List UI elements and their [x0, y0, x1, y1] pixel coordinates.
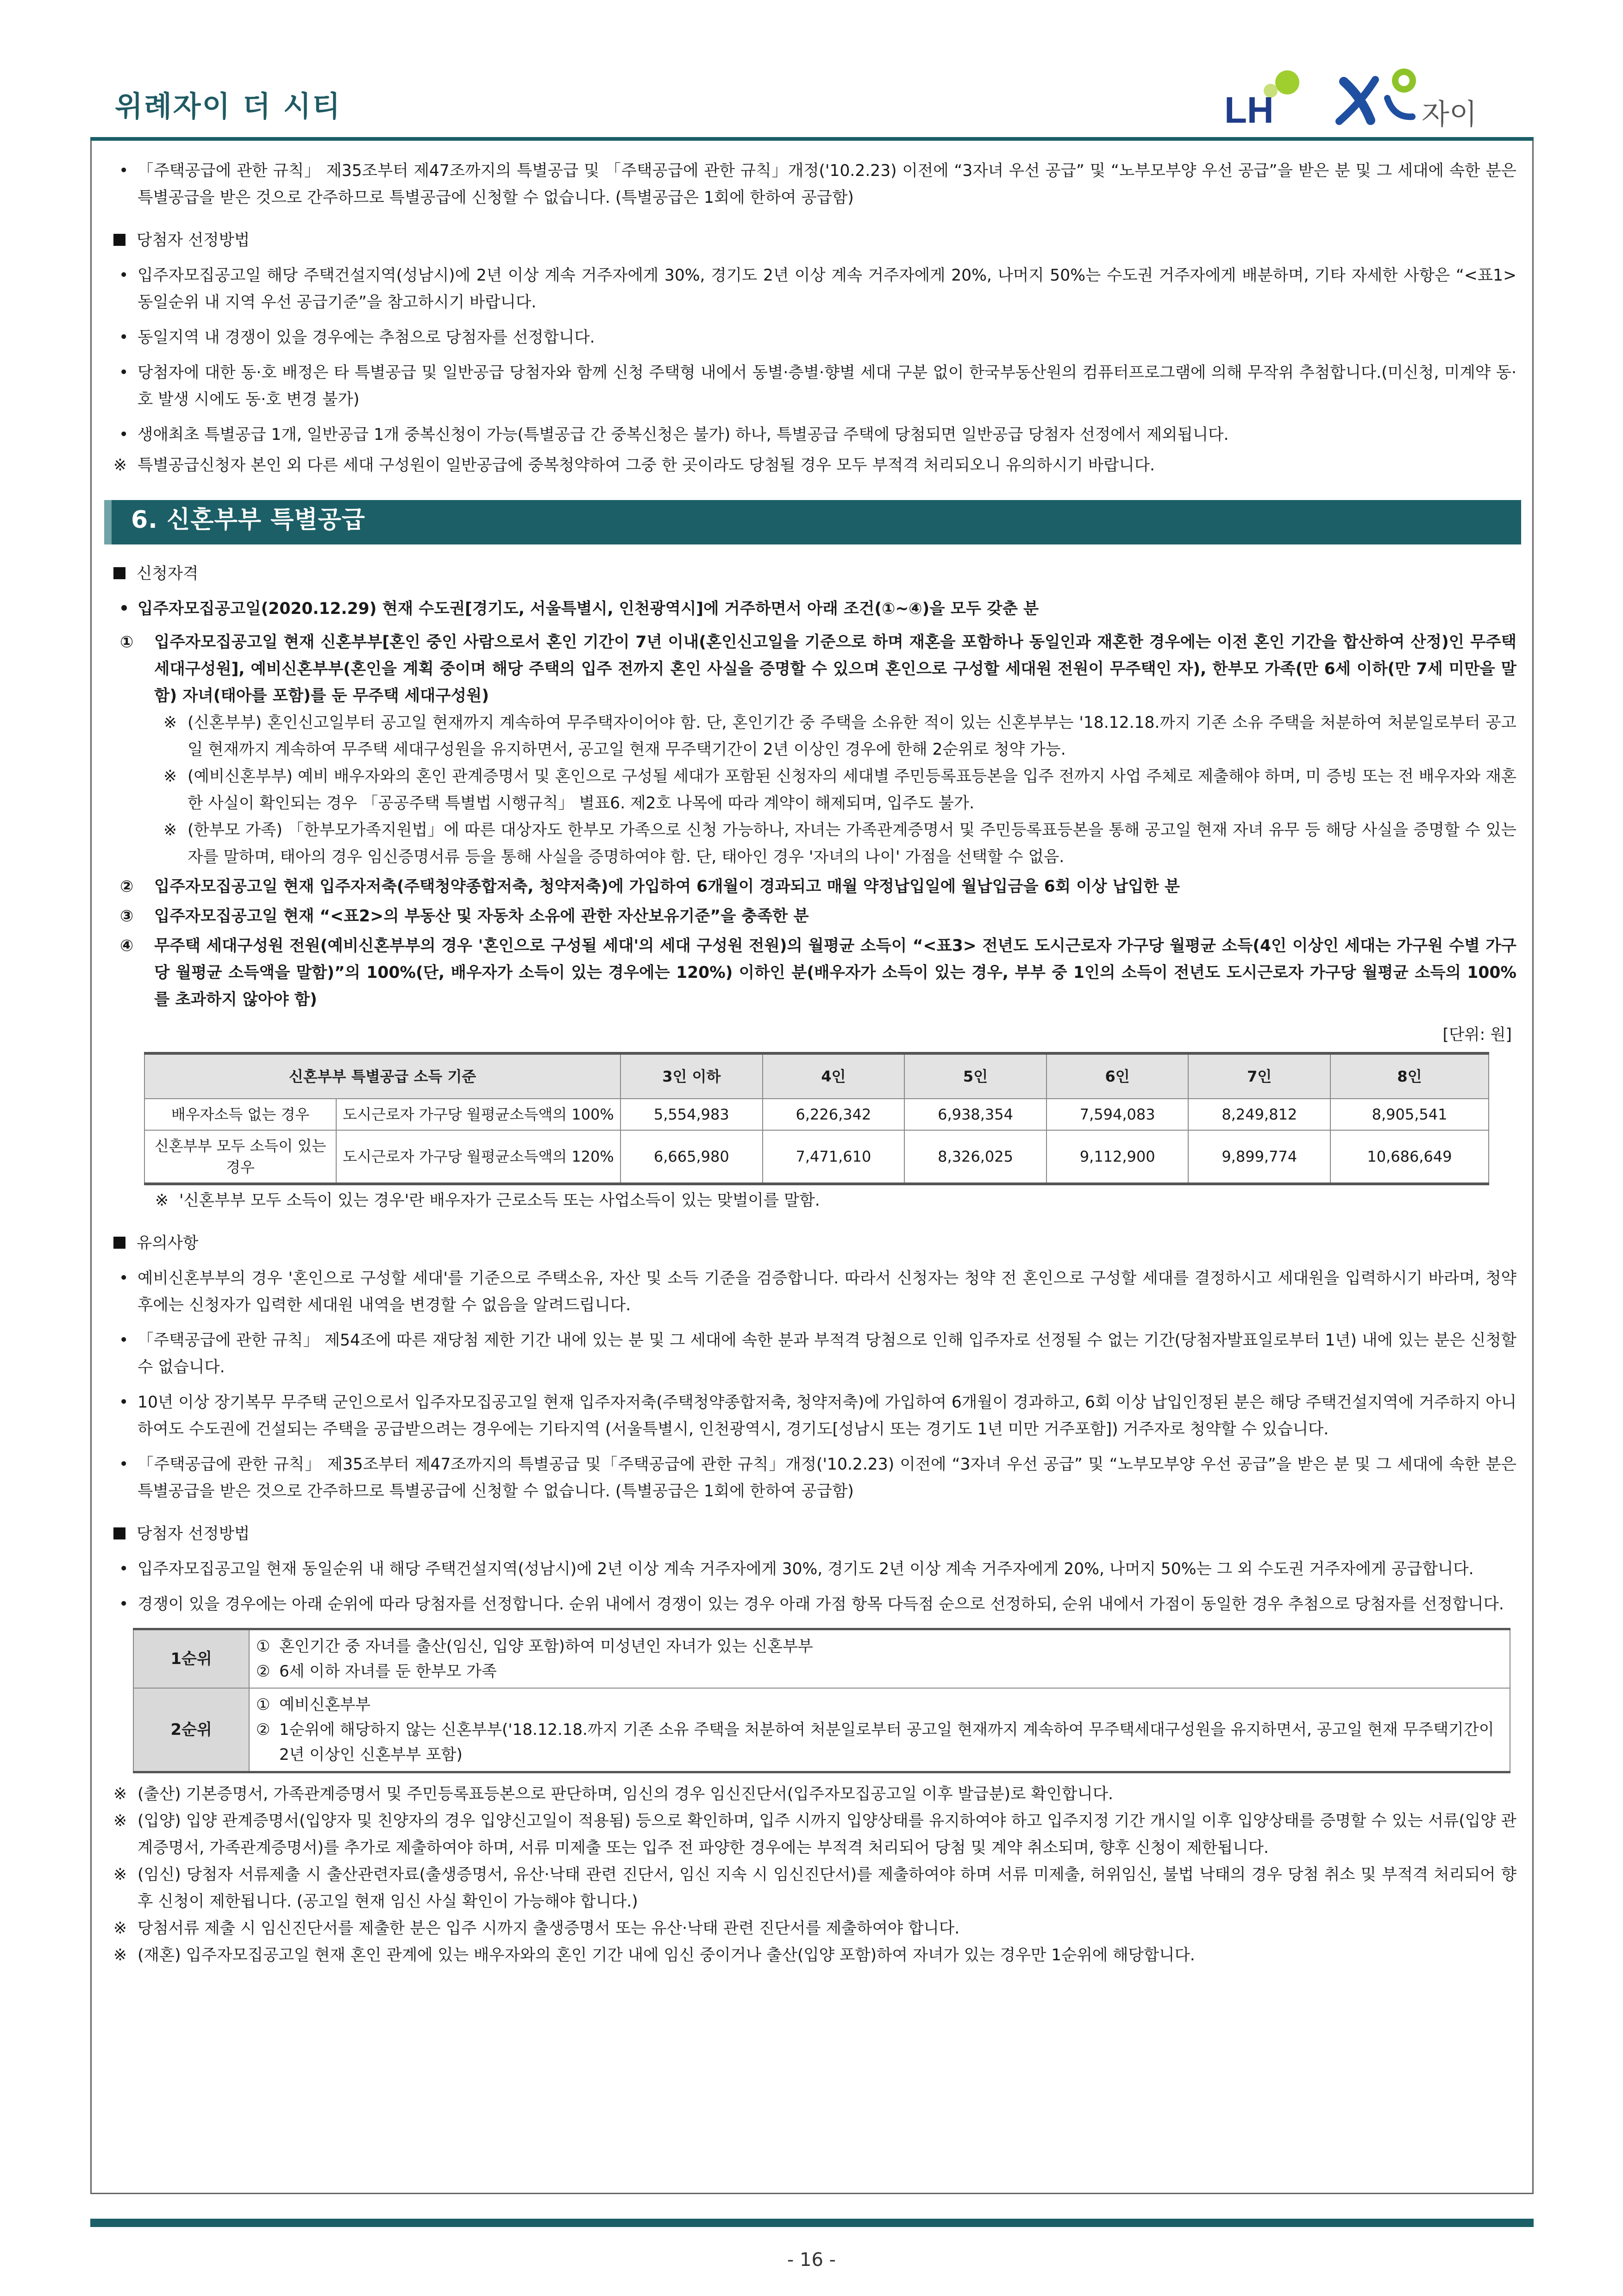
table-row [144, 1130, 1489, 1184]
rank-item-mark: ① [256, 1695, 270, 1714]
selection-bullet-text: 생애최초 특별공급 1개, 일반공급 1개 중복신청이 가능(특별공급 간 중복신청은 불가) 하나, 특별공급 주택에 당첨되면 일반공급 당첨자 선정에서 제외됩니다. [138, 425, 1229, 444]
income-table-note [155, 1187, 1516, 1214]
bullet-icon: • [119, 363, 129, 382]
rank-criteria [249, 1629, 1510, 1689]
winner-selection-bullet-text: 입주자모집공고일 현재 동일순위 내 해당 주택건설지역(성남시)에 2년 이상 계속 거주자에게 30%, 경기도 2년 이상 계속 거주자에게 20%, 나머지 50%는 그 외 수도권 거주자에게 공급합니다. [138, 1560, 1474, 1578]
column-header: 8인 [1330, 1053, 1489, 1099]
table-cell: 9,899,774 [1188, 1130, 1330, 1184]
column-header: 6인 [1046, 1053, 1189, 1099]
selection-bullet-text: 당첨자에 대한 동·호 배정은 타 특별공급 및 일반공급 당첨자와 함께 신청 주택형 내에서 동별·층별·향별 세대 구분 없이 한국부동산원의 컴퓨터프로그램에 의해 무작위 추첨합니다.(미신청, 미계약 동·호 발생 시에도 동·호 변경 불가) [138, 363, 1516, 409]
condition-1-note [141, 817, 1516, 870]
bullet-icon: • [119, 1393, 129, 1412]
note-mark-icon: ※ [113, 1812, 127, 1830]
bullet-icon: • [119, 1331, 129, 1350]
bullet-icon: • [119, 266, 129, 285]
final-note [113, 1942, 1516, 1969]
final-note-text: (임신) 당첨자 서류제출 시 출산관련자료(출생증명서, 유산·낙태 관련 진단서, 임신 지속 시 임신진단서)를 제출하여야 하며 서류 미제출, 허위임신, 불법 낙태의 경우 당첨 취소 및 부적격 처리되어 향후 신청이 제한됩니다. (공고일 현재 임신 사실 확인이 가능해야 합니다.) [138, 1865, 1516, 1911]
caution-heading [113, 1230, 1516, 1257]
rank-item-mark: ① [256, 1637, 270, 1656]
logo-lh-text: LH [1224, 89, 1274, 130]
winner-selection-heading [113, 1520, 1516, 1547]
condition-note-text: (예비신혼부부) 예비 배우자와의 혼인 관계증명서 및 혼인으로 구성될 세대가 포함된 신청자의 세대별 주민등록표등본을 입주 전까지 사업 주체로 제출해야 하며, 미 증빙 또는 전 배우자와 재혼한 사실이 확인되는 경우 「공공주택 특별법 시행규칙」 별표6. 제2호 나목에 따라 계약이 해제되며, 입주도 불가. [188, 767, 1516, 813]
caution-bullet [113, 1451, 1516, 1505]
rank-row [133, 1629, 1510, 1689]
income-table-header-label: 신혼부부 특별공급 소득 기준 [144, 1053, 620, 1099]
condition-4 [113, 932, 1516, 1013]
selection-heading [113, 227, 1516, 254]
caution-heading-text: 유의사항 [137, 1234, 199, 1252]
rank-item-mark: ② [256, 1662, 270, 1681]
table-cell: 10,686,649 [1330, 1130, 1489, 1184]
selection-bullet [113, 359, 1516, 413]
condition-3 [113, 903, 1516, 930]
caution-bullet [113, 1265, 1516, 1319]
winner-selection-bullet-text: 경쟁이 있을 경우에는 아래 순위에 따라 당첨자를 선정합니다. 순위 내에서 경쟁이 있는 경우 아래 가점 항목 다득점 순으로 선정하되, 순위 내에서 가점이 동일한 경우 추첨으로 당첨자를 선정합니다. [138, 1595, 1504, 1614]
selection-bullet [113, 421, 1516, 448]
bullet-icon: • [119, 328, 129, 347]
table-cell: 8,905,541 [1330, 1099, 1489, 1130]
row-type: 신혼부부 모두 소득이 있는 경우 [144, 1130, 336, 1184]
note-mark-icon: ※ [113, 1919, 127, 1938]
rank-item [256, 1717, 1503, 1767]
condition-2 [113, 873, 1516, 900]
condition-note-text: (신혼부부) 혼인신고일부터 공고일 현재까지 계속하여 무주택자이어야 함. 단, 혼인기간 중 주택을 소유한 적이 있는 신혼부부는 '18.12.18.까지 기존 소유 주택을 처분하여 처분일로부터 공고일 현재까지 계속하여 무주택 세대구성원을 유지하면서, 공고일 현재 무주택기간이 2년 이상인 경우에 한해 2순위로 청약 가능. [188, 713, 1516, 759]
condition-text: 입주자모집공고일 현재 입주자저축(주택청약종합저축, 청약저축)에 가입하여 6개월이 경과되고 매월 약정납입일에 월납입금을 6회 이상 납입한 분 [154, 877, 1180, 896]
caution-bullet [113, 1389, 1516, 1443]
rank-item [256, 1634, 1503, 1659]
caution-bullet-text: 「주택공급에 관한 규칙」 제54조에 따른 재당첨 제한 기간 내에 있는 분 및 그 세대에 속한 분과 부적격 당첨으로 인해 입주자로 선정될 수 없는 기간(당첨자발표일로부터 1년) 내에 있는 분은 신청할 수 없습니다. [138, 1331, 1516, 1376]
income-table [144, 1052, 1489, 1185]
rank-item-mark: ② [256, 1720, 270, 1739]
rank-item [256, 1659, 1503, 1684]
square-bullet-icon [113, 1237, 125, 1249]
condition-1 [113, 629, 1516, 709]
bullet-icon: • [119, 1560, 129, 1578]
note-mark-icon: ※ [113, 1946, 127, 1964]
table-cell: 8,249,812 [1188, 1099, 1330, 1130]
caution-bullet-text: 「주택공급에 관한 규칙」 제35조부터 제47조까지의 특별공급 및「주택공급에 관한 규칙」개정('10.2.23) 이전에 “3자녀 우선 공급” 및 “노부모부양 우선 공급”을 받은 분 및 그 세대에 속한 분은 특별공급을 받은 것으로 간주하므로 특별공급에 신청할 수 없습니다. (특별공급은 1회에 한하여 공급함) [138, 1455, 1516, 1501]
rank-label: 2순위 [133, 1688, 249, 1772]
rank-item-text: 6세 이하 자녀를 둔 한부모 가족 [279, 1662, 497, 1681]
table-row [144, 1099, 1489, 1130]
table-cell: 7,594,083 [1046, 1099, 1189, 1130]
income-table-header-row [144, 1053, 1489, 1099]
qualification-heading-text: 신청자격 [137, 564, 199, 583]
rank-item-text: 혼인기간 중 자녀를 출산(임신, 입양 포함)하여 미성년인 자녀가 있는 신혼부부 [279, 1637, 813, 1656]
note-mark-icon: ※ [113, 1865, 127, 1884]
lh-xi-logo-icon [1222, 65, 1519, 130]
final-note-text: (출산) 기본증명서, 가족관계증명서 및 주민등록표등본으로 판단하며, 임신의 경우 임신진단서(입주자모집공고일 이후 발급분)로 확인합니다. [138, 1785, 1114, 1803]
brand-logos [1222, 65, 1519, 130]
selection-bullet [113, 262, 1516, 316]
rank-item-text: 1순위에 해당하지 않는 신혼부부('18.12.18.까지 기존 소유 주택을 처분하여 처분일로부터 공고일 현재까지 계속하여 무주택세대구성원을 유지하면서, 공고일 현재 무주택기간이 2년 이상인 신혼부부 포함) [279, 1720, 1494, 1764]
condition-text: 입주자모집공고일 현재 신혼부부[혼인 중인 사람으로서 혼인 기간이 7년 이내(혼인신고일을 기준으로 하며 재혼을 포함하나 동일인과 재혼한 경우에는 이전 혼인 기간을 합산하여 산정)인 무주택 세대구성원], 예비신혼부부(혼인을 계획 중이며 해당 주택의 입주 전까지 혼인 사실을 증명할 수 있으며 혼인으로 구성할 세대원 전원이 무주택인 자), 한부모 가족(만 6세 이하(만 7세 미만을 말함) 자녀(태아를 포함)를 둔 무주택 세대구성원) [154, 633, 1516, 705]
qualification-lead [113, 595, 1516, 622]
final-note [113, 1915, 1516, 1942]
column-header: 5인 [904, 1053, 1046, 1099]
winner-selection-bullet [113, 1556, 1516, 1583]
table-cell: 5,554,983 [620, 1099, 763, 1130]
table-cell: 7,471,610 [763, 1130, 905, 1184]
intro-note [113, 452, 1516, 479]
column-header: 3인 이하 [620, 1053, 763, 1099]
rank-table [133, 1628, 1510, 1773]
table-cell: 6,938,354 [904, 1099, 1046, 1130]
square-bullet-icon [113, 1527, 125, 1539]
table-cell: 9,112,900 [1046, 1130, 1189, 1184]
bullet-icon: • [119, 600, 130, 618]
bullet-icon: • [119, 162, 129, 180]
final-note-text: 당첨서류 제출 시 임신진단서를 제출한 분은 입주 시까지 출생증명서 또는 유산·낙태 관련 진단서를 제출하여야 합니다. [138, 1919, 960, 1938]
condition-1-note [141, 763, 1516, 817]
condition-mark: ④ [120, 937, 134, 955]
column-header: 4인 [763, 1053, 905, 1099]
selection-bullet-text: 입주자모집공고일 해당 주택건설지역(성남시)에 2년 이상 계속 거주자에게 30%, 경기도 2년 이상 계속 거주자에게 20%, 나머지 50%는 수도권 거주자에게 배분하며, 기타 자세한 사항은 “<표1> 동일순위 내 지역 우선 공급기준”을 참고하시기 바랍니다. [138, 266, 1516, 312]
selection-heading-text: 당첨자 선정방법 [137, 231, 250, 250]
final-note [113, 1781, 1516, 1808]
rank-item-text: 예비신혼부부 [279, 1695, 371, 1714]
logo-jai-text: 자이 [1422, 97, 1477, 130]
final-note-text: (재혼) 입주자모집공고일 현재 혼인 관계에 있는 배우자와의 혼인 기간 내에 임신 중이거나 출산(입양 포함)하여 자녀가 있는 경우만 1순위에 해당합니다. [138, 1946, 1195, 1964]
condition-text: 입주자모집공고일 현재 “<표2>의 부동산 및 자동차 소유에 관한 자산보유기준”을 충족한 분 [154, 907, 809, 926]
unit-label: [단위: 원] [1442, 1026, 1512, 1044]
header-rule [90, 137, 1534, 141]
rank-row [133, 1688, 1510, 1772]
winner-selection-bullet [113, 1591, 1516, 1618]
note-mark-icon: ※ [113, 456, 127, 475]
page-number: - 16 - [787, 2249, 836, 2271]
footer-rule [90, 2219, 1534, 2227]
caution-bullet-text: 예비신혼부부의 경우 '혼인으로 구성할 세대'를 기준으로 주택소유, 자산 및 소득 기준을 검증합니다. 따라서 신청자는 청약 전 혼인으로 구성할 세대를 결정하시고 세대원을 입력하시기 바라며, 청약 후에는 신청자가 입력한 세대원 내역을 변경할 수 없음을 알려드립니다. [138, 1269, 1516, 1314]
selection-bullet-text: 동일지역 내 경쟁이 있을 경우에는 추첨으로 당첨자를 선정합니다. [138, 328, 595, 347]
income-table-note-text: '신혼부부 모두 소득이 있는 경우'란 배우자가 근로소득 또는 사업소득이 있는 맞벌이를 말함. [179, 1191, 820, 1210]
square-bullet-icon [113, 567, 125, 579]
page-content [113, 153, 1516, 1969]
section-bar-edge [104, 500, 112, 544]
final-note [113, 1808, 1516, 1861]
condition-mark: ③ [120, 907, 134, 926]
intro-bullet [113, 157, 1516, 211]
condition-mark: ② [120, 877, 134, 896]
final-notes [113, 1781, 1516, 1969]
caution-bullet-text: 10년 이상 장기복무 무주택 군인으로서 입주자모집공고일 현재 입주자저축(주택청약종합저축, 청약저축)에 가입하여 6개월이 경과하고, 6회 이상 납입인정된 분은 해당 주택건설지역에 거주하지 아니하여도 수도권에 건설되는 주택을 공급받으려는 경우에는 기타지역 (서울특별시, 인천광역시, 경기도[성남시 또는 경기도 1년 미만 거주포함]) 거주자로 청약할 수 있습니다. [138, 1393, 1516, 1439]
caution-bullet [113, 1327, 1516, 1381]
row-basis: 도시근로자 가구당 월평균소득액의 100% [336, 1099, 620, 1130]
qualification-lead-text: 입주자모집공고일(2020.12.29) 현재 수도권[경기도, 서울특별시, 인천광역시]에 거주하면서 아래 조건(①~④)을 모두 갖춘 분 [138, 600, 1039, 618]
note-mark-icon: ※ [155, 1191, 169, 1210]
column-header: 7인 [1188, 1053, 1330, 1099]
condition-mark: ① [120, 633, 134, 651]
note-mark-icon: ※ [163, 767, 177, 786]
intro-note-text: 특별공급신청자 본인 외 다른 세대 구성원이 일반공급에 중복청약하여 그중 한 곳이라도 당첨될 경우 모두 부적격 처리되오니 유의하시기 바랍니다. [138, 456, 1155, 475]
winner-selection-heading-text: 당첨자 선정방법 [137, 1525, 250, 1543]
row-type: 배우자소득 없는 경우 [144, 1099, 336, 1130]
condition-text: 무주택 세대구성원 전원(예비신혼부부의 경우 '혼인으로 구성될 세대'의 세대 구성원 전원)의 월평균 소득이 “<표3> 전년도 도시근로자 가구당 월평균 소득(4인 이상인 세대는 가구원 수별 가구당 월평균 소득액을 말함)”의 100%(단, 배우자가 소득이 있는 경우에는 120%) 이하인 분(배우자가 소득이 있는 경우, 부부 중 1인의 소득이 전년도 도시근로자 가구당 월평균 소득의 100%를 초과하지 않아야 함) [154, 937, 1516, 1009]
bullet-icon: • [119, 1595, 129, 1614]
condition-note-text: (한부모 가족) 「한부모가족지원법」에 따른 대상자도 한부모 가족으로 신청 가능하나, 자녀는 가족관계증명서 및 주민등록표등본을 통해 공고일 현재 자녀 유무 등 해당 사실을 증명할 수 있는 자를 말하며, 태아의 경우 임신증명서류 등을 통해 사실을 증명하여야 함. 단, 태아인 경우 '자녀의 나이' 가점을 선택할 수 없음. [188, 821, 1516, 866]
bullet-icon: • [119, 1455, 129, 1474]
table-cell: 8,326,025 [904, 1130, 1046, 1184]
final-note [113, 1861, 1516, 1915]
qualification-heading [113, 560, 1516, 587]
page-header-title: 위례자이 더 시티 [115, 89, 342, 123]
rank-item [256, 1692, 1503, 1717]
rank-label: 1순위 [133, 1629, 249, 1689]
selection-bullet [113, 324, 1516, 351]
rank-criteria [249, 1688, 1510, 1772]
final-note-text: (입양) 입양 관계증명서(입양자 및 친양자의 경우 입양신고일이 적용됨) 등으로 확인하며, 입주 시까지 입양상태를 유지하여야 하고 입주지정 기간 개시일 이후 입양상태를 증명할 수 있는 서류(입양 관계증명서, 가족관계증명서)를 추가로 제출하여야 하며, 서류 미제출 또는 입주 전 파양한 경우에는 부적격 처리되어 당첨 및 계약 취소되며, 향후 신청이 제한됩니다. [138, 1812, 1516, 1857]
section-title: 6. 신혼부부 특별공급 [131, 506, 365, 534]
row-basis: 도시근로자 가구당 월평균소득액의 120% [336, 1130, 620, 1184]
square-bullet-icon [113, 234, 125, 246]
note-mark-icon: ※ [113, 1785, 127, 1803]
note-mark-icon: ※ [163, 713, 177, 732]
bullet-icon: • [119, 425, 129, 444]
bullet-icon: • [119, 1269, 129, 1288]
note-mark-icon: ※ [163, 821, 177, 839]
section-title-bar [104, 500, 1521, 544]
table-cell: 6,665,980 [620, 1130, 763, 1184]
condition-1-note [141, 709, 1516, 763]
intro-bullet-text: 「주택공급에 관한 규칙」 제35조부터 제47조까지의 특별공급 및 「주택공급에 관한 규칙」개정('10.2.23) 이전에 “3자녀 우선 공급” 및 “노부모부양 우선 공급”을 받은 분 및 그 세대에 속한 분은 특별공급을 받은 것으로 간주하므로 특별공급에 신청할 수 없습니다. (특별공급은 1회에 한하여 공급함) [138, 162, 1516, 207]
table-cell: 6,226,342 [763, 1099, 905, 1130]
